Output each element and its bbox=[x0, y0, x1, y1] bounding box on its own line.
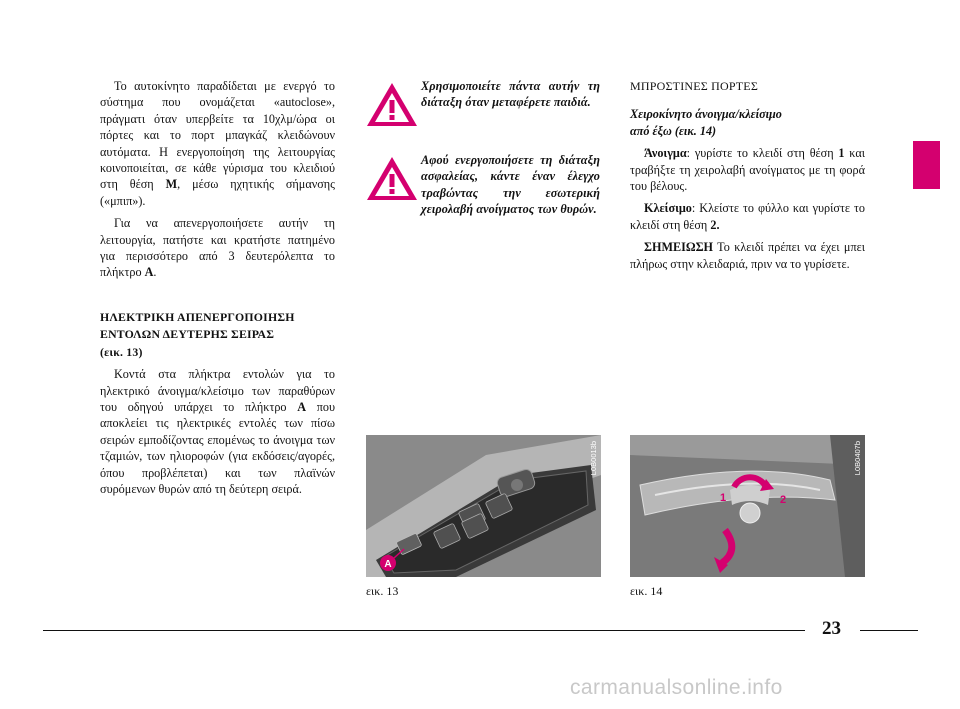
figure-caption-14: εικ. 14 bbox=[630, 584, 663, 598]
figure-label-1: 1 bbox=[720, 492, 727, 504]
section-heading-1: ΗΛΕΚΤΡΙΚΗ ΑΠΕΝΕΡΓΟΠΟΙΗΣΗ bbox=[100, 309, 295, 324]
deactivate-text: Για να απενεργοποιήσετε αυτήν τη λειτουργία, πατήστε και κρατήστε πατημένο για περισσότερο από 3 δευτερόλεπτα το πλήκτρο bbox=[100, 216, 335, 280]
subhead-line-2: από έξω (εικ. 14) bbox=[630, 123, 717, 138]
figure-code: L0B0013b bbox=[589, 441, 598, 476]
door-handle-illustration bbox=[630, 435, 865, 577]
figure-door-handle bbox=[630, 435, 865, 577]
key-a: A bbox=[144, 265, 154, 280]
position-2: 2. bbox=[710, 217, 720, 232]
figure-label-a: A bbox=[384, 559, 392, 570]
manual-open-subhead bbox=[630, 106, 865, 122]
footer-rule-left bbox=[43, 630, 805, 631]
page-number: 23 bbox=[822, 618, 841, 639]
lockout-text-end: που αποκλείει τις ηλεκτρικές εντολές των πίσω σειρών εμποδίζοντας επομένως το άνοιγμα των τζαμιών, των ηλιοροφών (για εκδόσεις/αγορές, όπου προβλέπεται) και των πλαϊνών συρόμενων θυρών από τη δεύτερη σειρά. bbox=[100, 399, 336, 496]
key-a: A bbox=[297, 399, 307, 414]
column-left bbox=[100, 78, 335, 497]
closing-paragraph bbox=[630, 200, 865, 233]
closing-text: : Κλείστε το φύλλο και γυρίστε το κλειδί στη θέση bbox=[630, 201, 865, 232]
closing-label: Κλείσιμο bbox=[644, 201, 692, 216]
opening-text: : γυρίστε το κλειδί στη θέση bbox=[686, 146, 839, 161]
figure-label-2: 2 bbox=[780, 494, 787, 506]
warning-block-2 bbox=[365, 152, 600, 218]
opening-paragraph bbox=[630, 145, 865, 194]
opening-label: Άνοιγμα bbox=[644, 146, 687, 161]
window-switch-panel-illustration bbox=[366, 435, 601, 577]
warning-text-1: Χρησιμοποιείτε πάντα αυτήν τη διάταξη όταν μεταφέρετε παιδιά. bbox=[421, 79, 600, 110]
autoclose-text: Το αυτοκίνητο παραδίδεται με ενεργό το σύστημα που ονομάζεται «autoclose», πράγματι όταν υπερβείτε τα 10χλμ/ώρα οι πόρτες και το πορτ μπαγκάζ κλειδώνουν αυτόματα. Η ενεργοποίηση της λειτουργίας κοινοποιείται, σε κάθε γύρισμα του κλειδιού στη θέση bbox=[100, 79, 335, 192]
position-1: 1 bbox=[838, 146, 845, 161]
warning-icon bbox=[365, 154, 419, 202]
section-tab bbox=[913, 141, 940, 189]
deactivate-paragraph bbox=[100, 215, 335, 281]
note-paragraph bbox=[630, 239, 865, 272]
footer-rule-right bbox=[860, 630, 918, 631]
subhead-line-1: Χειροκίνητο άνοιγμα/κλείσιμο bbox=[630, 107, 782, 122]
watermark: carmanualsonline.info bbox=[570, 676, 783, 699]
column-right bbox=[630, 78, 865, 272]
column-middle bbox=[365, 78, 600, 218]
note-label: ΣΗΜΕΙΩΣΗ bbox=[644, 240, 714, 255]
key-m: M bbox=[165, 177, 178, 192]
warning-block-1 bbox=[365, 78, 600, 134]
autoclose-text-end: , μέσω ηχητικής σήμανσης («μπιπ»). bbox=[100, 177, 336, 208]
warning-icon bbox=[365, 80, 419, 128]
manual-open-subhead-ref bbox=[630, 123, 865, 139]
section-heading-2: ΕΝΤΟΛΩΝ ΔΕΥΤΕΡΗΣ ΣΕΙΡΑΣ bbox=[100, 327, 275, 342]
figure-code: L0B0407b bbox=[853, 441, 862, 476]
section-heading-ref: (εικ. 13) bbox=[100, 344, 143, 359]
figure-caption-13: εικ. 13 bbox=[366, 584, 399, 598]
front-doors-heading: ΜΠΡΟΣΤΙΝΕΣ ΠΟΡΤΕΣ bbox=[630, 79, 759, 93]
opening-text-end: και τραβήξτε τη χειρολαβή ανοίγματος με τη φορά του βέλους. bbox=[630, 146, 865, 194]
autoclose-paragraph bbox=[100, 78, 335, 209]
lockout-paragraph bbox=[100, 366, 335, 497]
lockout-text: Κοντά στα πλήκτρα εντολών για το ηλεκτρικό άνοιγμα/κλείσιμο των παραθύρων του οδηγού υπάρχει το πλήκτρο bbox=[100, 367, 335, 414]
figure-window-switches bbox=[366, 435, 601, 577]
note-text: Το κλειδί πρέπει να έχει μπει πλήρως στην κλειδαριά, πριν να το γυρίσετε. bbox=[630, 240, 865, 271]
warning-text-2: Αφού ενεργοποιήσετε τη διάταξη ασφαλείας, κάντε έναν έλεγχο τραβώντας την εσωτερική χειρολαβή ανοίγματος των θυρών. bbox=[421, 153, 600, 217]
deactivate-text-end: . bbox=[153, 265, 157, 280]
